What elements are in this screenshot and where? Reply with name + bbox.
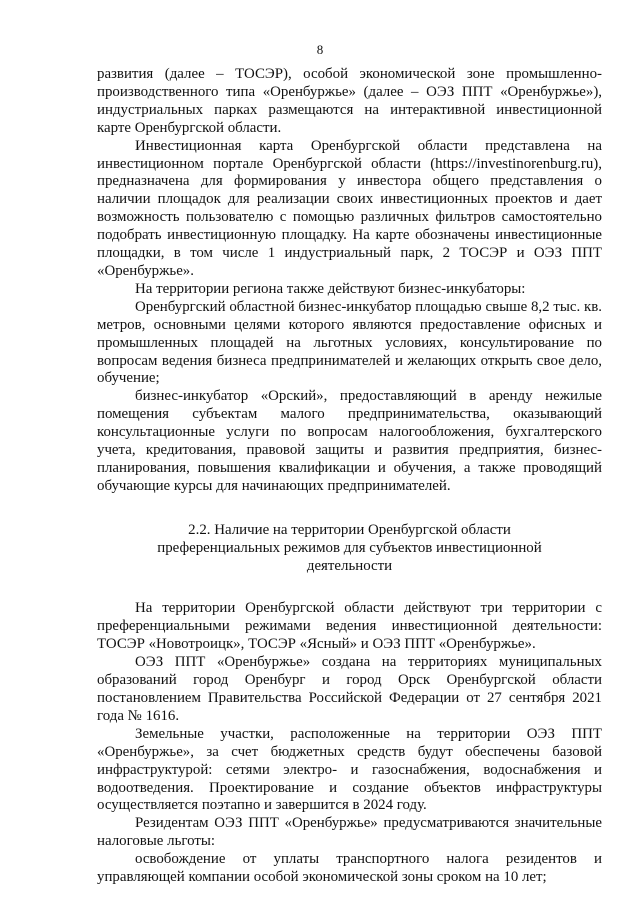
- paragraph: развития (далее – ТОСЭР), особой экономической зоне промышленно-производственного типа «Оренбуржье» (далее – ОЭЗ ППТ «Оренбуржье»), индустриальных парках размещаются на интерактивной инвестиционной карте Оренбургской области.: [97, 66, 602, 136]
- paragraph: Оренбургский областной бизнес-инкубатор площадью свыше 8,2 тыс. кв. метров, основными целями которого являются предоставление офисных и промышленных площадей на льготных условиях, консультирование по вопросам ведения бизнеса предпринимателей и желающих открыть свое дело, обучение;: [97, 298, 602, 387]
- section-heading: 2.2. Наличие на территории Оренбургской области преференциальных режимов для субъектов инвестиционной деятельности: [157, 521, 542, 574]
- paragraph: ОЭЗ ППТ «Оренбуржье» создана на территориях муниципальных образований город Оренбург и город Орск Оренбургской области постановлением Правительства Российской Федерации от 27 сентября 2021 года № 1616.: [97, 654, 602, 724]
- paragraph: Резидентам ОЭЗ ППТ «Оренбуржье» предусматриваются значительные налоговые льготы:: [97, 815, 602, 850]
- paragraph: Инвестиционная карта Оренбургской области представлена на инвестиционном портале Оренбургской области (https://investinorenburg.ru), предназначена для формирования у инвестора общего представления о наличии площадок для реализации своих инвестиционных проектов и дает возможность пользователю с помощью различных фильтров самостоятельно подобрать инвестиционную площадку. На карте обозначены инвестиционные площадки, в том числе 1 индустриальный парк, 2 ТОСЭР и ОЭЗ ППТ «Оренбуржье».: [97, 137, 602, 279]
- paragraph: освобождение от уплаты транспортного налога резидентов и управляющей компании особой экономической зоны сроком на 10 лет;: [97, 851, 602, 886]
- paragraphs-top: [97, 66, 602, 496]
- document-body: [97, 66, 602, 887]
- paragraph: На территории Оренбургской области действуют три территории с преференциальными режимами ведения инвестиционной деятельности: ТОСЭР «Новотроицк», ТОСЭР «Ясный» и ОЭЗ ППТ «Оренбуржье».: [97, 600, 602, 653]
- paragraphs-bottom: [97, 600, 602, 887]
- page-number: 8: [316, 42, 324, 57]
- paragraph: бизнес-инкубатор «Орский», предоставляющий в аренду нежилые помещения субъектам малого предпринимательства, оказывающий консультационные услуги по вопросам налогообложения, бухгалтерского учета, кредитования, правовой защиты и развития предприятия, бизнес-планирования, повышения квалификации и обучения, а также проводящий обучающие курсы для начинающих предпринимателей.: [97, 388, 602, 494]
- paragraph: На территории региона также действуют бизнес-инкубаторы:: [135, 280, 526, 297]
- paragraph: Земельные участки, расположенные на территории ОЭЗ ППТ «Оренбуржье», за счет бюджетных средств будут обеспечены базовой инфраструктурой: сетями электро- и газоснабжения, водоснабжения и водоотведения. Проектирование и создание объектов инфраструктуры осуществляется поэтапно и завершится в 2024 году.: [97, 725, 602, 814]
